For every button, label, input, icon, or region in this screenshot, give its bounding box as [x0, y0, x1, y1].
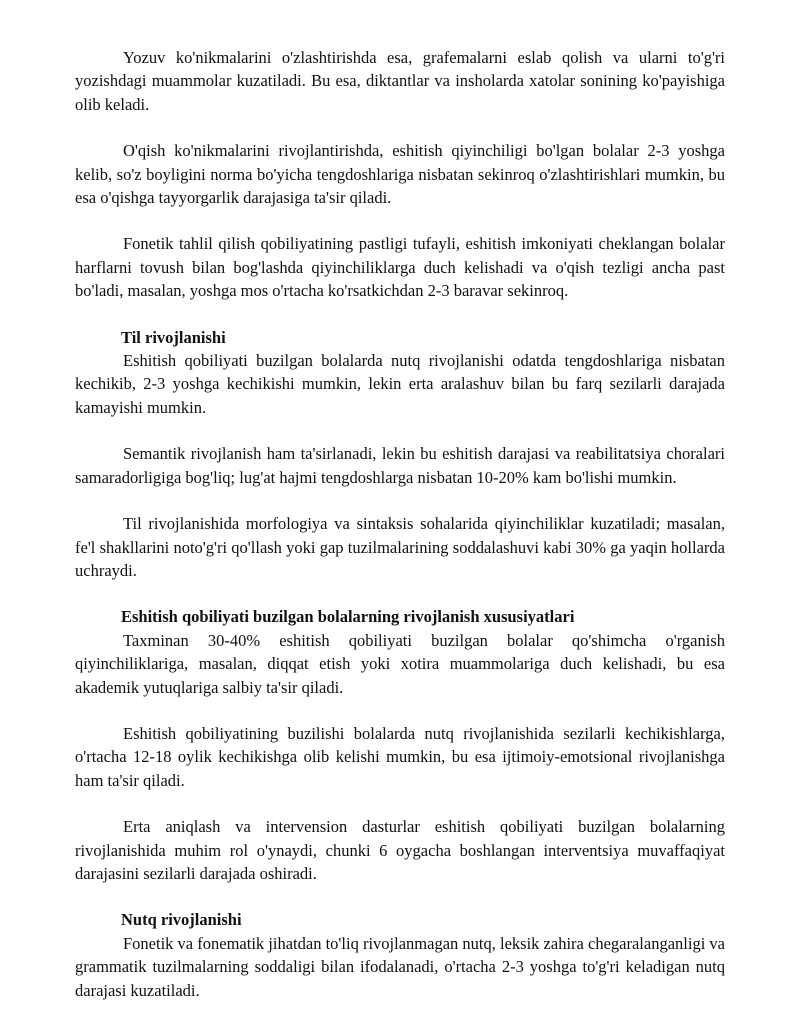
- paragraph-phonematic-speech: Fonetik va fonematik jihatdan to'liq rivojlanmagan nutq, leksik zahira chegaralanganligi va grammatik tuzilmalarning soddaligi bilan ifodalanadi, o'rtacha 2-3 yoshga to'g'ri keladigan nutq darajasi kuzatiladi.: [75, 933, 725, 1000]
- paragraph-early-intervention: Erta aniqlash va intervension dasturlar eshitish qobiliyati buzilgan bolalarning rivojlanishida muhim rol o'ynaydi, chunki 6 oygacha boshlangan interventsiya muvaffaqiyat darajasini sezilarli darajada oshiradi.: [75, 817, 725, 883]
- paragraph-semantic-development: Semantik rivojlanish ham ta'sirlanadi, lekin bu eshitish darajasi va reabilitatsiya choralari samaradorligiga bog'liq; lug'at hajmi tengdoshlarga nisbatan 10-20% kam bo'lishi mumkin.: [75, 444, 725, 487]
- paragraph-morphology-syntax: Til rivojlanishida morfologiya va sintaksis sohalarida qiyinchiliklar kuzatiladi; masalan, fe'l shakllarini noto'g'ri qo'llash yoki gap tuzilmalarining soddalashuvi kabi 30% ga yaqin hollarda uchraydi.: [75, 514, 725, 580]
- paragraph-speech-delay: Eshitish qobiliyati buzilgan bolalarda nutq rivojlanishi odatda tengdoshlariga nisbatan kechikib, 2-3 yoshga kechikishi mumkin, lekin erta aralashuv bilan bu farq sezilarli darajada kamayishi mumkin.: [75, 351, 725, 417]
- section-heading-speech-development: Nutq rivojlanishi: [121, 910, 242, 930]
- paragraph-reading-skills: O'qish ko'nikmalarini rivojlantirishda, eshitish qiyinchiligi bo'lgan bolalar 2-3 yoshga kelib, so'z boyligini norma bo'yicha tengdoshlariga nisbatan sekinroq o'zlashtirishlari mumkin, bu esa o'qishga tayyorgarlik darajasiga ta'sir qiladi.: [75, 141, 725, 208]
- section-heading-language-development: Til rivojlanishi: [121, 327, 226, 347]
- paragraph-phonetic-analysis: Fonetik tahlil qilish qobiliyatining pastligi tufayli, eshitish imkoniyati cheklangan bolalar harflarni tovush bilan bog'lashda qiyinchiliklarga duch kelishadi va o'qish tezligi ancha past bo'ladi, masalan, yoshga mos o'rtacha ko'rsatkichdan 2-3 baravar sekinroq.: [75, 234, 725, 301]
- paragraph-writing-skills: Yozuv ko'nikmalarini o'zlashtirishda esa, grafemalarni eslab qolish va ularni to'g'ri yozishdagi muammolar kuzatiladi. Bu esa, diktantlar va insholarda xatolar sonining ko'payishiga olib keladi.: [75, 48, 725, 114]
- section-heading-developmental-features: Eshitish qobiliyati buzilgan bolalarning rivojlanish xususiyatlari: [121, 607, 575, 627]
- paragraph-speech-delay-months: Eshitish qobiliyatining buzilishi bolalarda nutq rivojlanishida sezilarli kechikishlarga, o'rtacha 12-18 oylik kechikishga olib kelishi mumkin, bu esa ijtimoiy-emotsional rivojlanishga ham ta'sir qiladi.: [75, 723, 725, 790]
- paragraph-learning-difficulties: Taxminan 30-40% eshitish qobiliyati buzilgan bolalar qo'shimcha o'rganish qiyinchiliklariga, masalan, diqqat etish yoki xotira muammolariga duch kelishadi, bu esa akademik yutuqlariga salbiy ta'sir qiladi.: [75, 630, 725, 697]
